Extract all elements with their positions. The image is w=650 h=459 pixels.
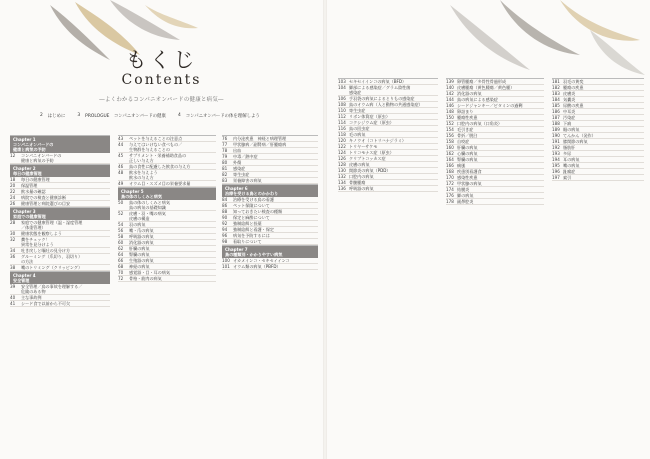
entry-page-number: 192 bbox=[552, 145, 560, 150]
entry-page-number: 152 bbox=[446, 121, 454, 126]
entry-page-number: 160 bbox=[446, 145, 454, 150]
entry-page-number: 110 bbox=[338, 108, 346, 113]
entry-page-number: 39 bbox=[10, 284, 16, 289]
entry-title: 飲水量の確認 bbox=[21, 189, 46, 194]
entry-page-number: 104 bbox=[338, 85, 346, 90]
entry-page-number: 86 bbox=[222, 203, 228, 208]
chapter-label: Chapter 4 bbox=[13, 273, 36, 278]
toc-section bbox=[10, 135, 110, 164]
entry-page-number: 68 bbox=[118, 264, 124, 269]
entry-page-number: 122 bbox=[338, 144, 346, 149]
entry-page-number: 146 bbox=[446, 103, 454, 108]
entry-title: セキセイインコの病気（BFD） bbox=[349, 79, 407, 84]
entry-page-number: 84 bbox=[222, 197, 228, 202]
entry-page-number: 12 bbox=[10, 153, 16, 158]
entry-page-number: 156 bbox=[446, 133, 454, 138]
chapter-title: 安全管理 bbox=[13, 278, 30, 283]
entry-title: 健康状態を観察しよう bbox=[21, 231, 62, 236]
entry-page-number: 58 bbox=[118, 234, 124, 239]
entry-page-number: 197 bbox=[552, 175, 560, 180]
entry-page-number: 62 bbox=[118, 246, 124, 251]
entry-page-number: 100 bbox=[222, 258, 230, 263]
entry-title: 安全管理／鳥の事故を理解する／ 危険のある物 bbox=[21, 284, 83, 294]
entry-title: 肝臓の病気 bbox=[129, 246, 150, 251]
prologue-item-title: はじめに bbox=[47, 114, 66, 119]
toc-entry[interactable] bbox=[118, 276, 216, 282]
prologue-page-number: 4 bbox=[177, 113, 181, 118]
toc-section bbox=[338, 78, 438, 192]
entry-title: 腎臓の病気 bbox=[457, 157, 478, 162]
entry-page-number: 189 bbox=[552, 127, 560, 132]
entry-title: サプリメント・栄養補助食品の 正しい与え方 bbox=[129, 153, 187, 163]
entry-title: トリコモナス症（原虫） bbox=[349, 150, 394, 155]
entry-page-number: 78 bbox=[222, 148, 228, 153]
entry-page-number: 124 bbox=[338, 150, 346, 155]
entry-title: 嘴のトリミング（クリッピング） bbox=[21, 265, 83, 270]
toc-entry[interactable] bbox=[222, 264, 318, 270]
entry-page-number: 162 bbox=[446, 151, 454, 156]
entry-title: 甲状腺の病気 bbox=[457, 181, 482, 186]
entry-title: 感染症 bbox=[233, 166, 246, 171]
entry-page-number: 112 bbox=[338, 114, 346, 119]
toc-entry[interactable] bbox=[118, 211, 216, 222]
entry-page-number: 136 bbox=[338, 186, 346, 191]
prologue-list bbox=[40, 113, 310, 119]
entry-title: 骨折／脱臼 bbox=[457, 133, 478, 138]
chapter-heading bbox=[10, 165, 110, 177]
entry-page-number: 80 bbox=[222, 160, 228, 165]
entry-title: ペット保険について bbox=[233, 203, 270, 208]
entry-page-number: 22 bbox=[10, 189, 16, 194]
entry-page-number: 98 bbox=[222, 239, 228, 244]
entry-title: てんかん（発作） bbox=[563, 133, 596, 138]
entry-title: 卵詰まり bbox=[457, 109, 474, 114]
entry-page-number: 79 bbox=[222, 154, 228, 159]
entry-title: 心臓の病気 bbox=[457, 151, 478, 156]
entry-title: 痛風 bbox=[457, 163, 466, 168]
entry-page-number: 32 bbox=[10, 237, 16, 242]
entry-title: 気嚢炎 bbox=[563, 97, 576, 102]
entry-page-number: 36 bbox=[10, 254, 16, 259]
entry-page-number: 50 bbox=[118, 200, 124, 205]
entry-page-number: 54 bbox=[118, 222, 124, 227]
chapter-heading bbox=[10, 136, 110, 153]
page-title-jp: もくじ bbox=[125, 48, 198, 72]
entry-title: 看取りについて bbox=[233, 239, 262, 244]
entry-title: 中耳炎 bbox=[563, 109, 576, 114]
entry-page-number: 195 bbox=[552, 163, 560, 168]
toc-section bbox=[118, 135, 216, 187]
entry-title: 関節炎の病気（PDD） bbox=[349, 168, 391, 173]
entry-title: 消化器の病気 bbox=[129, 240, 154, 245]
entry-title: 糞をチェック！ 異常を見分けよう bbox=[21, 237, 54, 247]
entry-page-number: 40 bbox=[10, 295, 16, 300]
entry-page-number: 178 bbox=[446, 199, 454, 204]
entry-title: コクシジウム症（原虫） bbox=[349, 120, 394, 125]
entry-title: 下痢 bbox=[563, 121, 572, 126]
entry-title: 知っておきたい検査の種類 bbox=[233, 209, 283, 214]
entry-page-number: 183 bbox=[552, 91, 560, 96]
entry-page-number: 43 bbox=[118, 136, 124, 141]
entry-title: 鳥の病気による感染症 bbox=[457, 97, 498, 102]
entry-title: キノウオ（コトリハナジラミ） bbox=[349, 138, 407, 143]
entry-page-number: 114 bbox=[338, 120, 346, 125]
entry-page-number: 101 bbox=[222, 264, 230, 269]
toc-entry[interactable] bbox=[10, 237, 110, 248]
toc-section bbox=[222, 135, 318, 184]
chapter-title: 家庭での健康管理 bbox=[13, 214, 46, 219]
toc-entry[interactable] bbox=[118, 170, 216, 181]
toc-entry[interactable] bbox=[10, 220, 110, 231]
entry-title: 甲状腺病／副腎病／肝腫瘍病 bbox=[233, 142, 287, 147]
entry-page-number: 20 bbox=[10, 183, 16, 188]
entry-title: 治療を受ける鳥の看護 bbox=[233, 197, 274, 202]
chapter-heading bbox=[222, 246, 318, 258]
entry-title: 出血 bbox=[233, 148, 242, 153]
entry-page-number: 26 bbox=[10, 201, 16, 206]
entry-title: 鳥の体のしくみと病気 鳥の病気の基礎知識 bbox=[129, 200, 170, 210]
chapter-label: Chapter 5 bbox=[121, 189, 144, 194]
entry-page-number: 34 bbox=[10, 248, 16, 253]
toc-entry[interactable] bbox=[10, 254, 110, 265]
toc-section bbox=[10, 164, 110, 207]
entry-title: 眼の病気 bbox=[563, 127, 580, 132]
toc-entry[interactable] bbox=[552, 175, 644, 181]
entry-title: グルーミング（爪切り、羽切り） の方法 bbox=[21, 254, 83, 264]
entry-title: 結膜炎 bbox=[457, 187, 470, 192]
entry-title: 脂肪肝 bbox=[563, 145, 576, 150]
toc-section bbox=[446, 78, 544, 205]
entry-page-number: 82 bbox=[222, 172, 228, 177]
entry-title: 呼吸器の病気 bbox=[129, 234, 154, 239]
entry-page-number: 126 bbox=[338, 156, 346, 161]
entry-title: 主な事故例 bbox=[21, 295, 42, 300]
entry-page-number: 66 bbox=[118, 258, 124, 263]
prologue-page-number: 2 bbox=[40, 113, 43, 118]
toc-column-3 bbox=[222, 135, 318, 270]
entry-title: 脚部による感染症／グラム陰性菌 感染症 bbox=[349, 85, 411, 95]
entry-title: 飲水を与えよう 飲水の与え方 bbox=[129, 170, 158, 180]
chapter-label: Chapter 7 bbox=[225, 247, 248, 252]
entry-page-number: 168 bbox=[446, 169, 454, 174]
entry-page-number: 24 bbox=[10, 195, 16, 200]
entry-title: 呼吸器の病気 bbox=[349, 186, 374, 191]
entry-title: 寄生虫症 bbox=[349, 108, 366, 113]
entry-page-number: 194 bbox=[552, 157, 560, 162]
chapter-heading bbox=[118, 188, 216, 200]
entry-page-number: 187 bbox=[552, 115, 560, 120]
chapter-label: Chapter 1 bbox=[13, 137, 36, 142]
chapter-heading bbox=[222, 185, 318, 197]
toc-section bbox=[552, 78, 644, 181]
entry-page-number: 139 bbox=[446, 79, 454, 84]
entry-title: 副鼻腔炎 bbox=[457, 199, 474, 204]
entry-page-number: 38 bbox=[10, 265, 16, 270]
entry-page-number: 106 bbox=[338, 96, 346, 101]
entry-title: 口腔内の病気（口角炎） bbox=[457, 121, 503, 126]
toc-entry[interactable] bbox=[446, 199, 544, 205]
entry-page-number: 191 bbox=[552, 139, 560, 144]
entry-page-number: 158 bbox=[446, 139, 454, 144]
entry-page-number: 28 bbox=[10, 220, 16, 225]
entry-page-number: 120 bbox=[338, 138, 346, 143]
chapter-title: 鳥の体のしくみと病気 bbox=[121, 194, 162, 199]
entry-page-number: 116 bbox=[338, 126, 346, 131]
entry-title: 膝関節の病気 bbox=[563, 139, 588, 144]
entry-title: シードジャンキー／ビタミンの過剰 bbox=[457, 103, 523, 108]
toc-section bbox=[118, 187, 216, 282]
entry-title: 自咬症 bbox=[457, 139, 470, 144]
entry-page-number: 108 bbox=[338, 102, 346, 107]
entry-title: 羽の病気 bbox=[129, 222, 146, 227]
entry-page-number: 144 bbox=[446, 97, 454, 102]
entry-page-number: 190 bbox=[552, 133, 560, 138]
entry-title: 口腔内の病気 bbox=[349, 174, 374, 179]
toc-entry[interactable] bbox=[338, 85, 438, 96]
entry-page-number: 134 bbox=[338, 180, 346, 185]
entry-page-number: 140 bbox=[446, 85, 454, 90]
entry-title: 趾瘤症 bbox=[563, 169, 576, 174]
entry-title: リボン体質症（原虫） bbox=[349, 114, 390, 119]
entry-title: 多尿 bbox=[563, 151, 572, 156]
entry-title: 毎日の健康管理 bbox=[21, 177, 50, 182]
entry-title: オカメインコ・セキセイインコ bbox=[233, 258, 290, 263]
entry-title: 疾患別看護食 bbox=[457, 169, 482, 174]
entry-page-number: 88 bbox=[222, 209, 228, 214]
entry-page-number: 96 bbox=[222, 233, 228, 238]
entry-page-number: 185 bbox=[552, 103, 560, 108]
entry-page-number: 56 bbox=[118, 228, 124, 233]
toc-entry[interactable] bbox=[10, 301, 110, 307]
chapter-heading bbox=[10, 272, 110, 284]
entry-page-number: 70 bbox=[118, 270, 124, 275]
toc-entry[interactable] bbox=[118, 142, 216, 153]
toc-section bbox=[222, 184, 318, 245]
entry-page-number: 181 bbox=[552, 79, 560, 84]
entry-title: トリヤーサケモ bbox=[349, 144, 378, 149]
toc-entry[interactable] bbox=[118, 200, 216, 211]
entry-page-number: 81 bbox=[222, 166, 228, 171]
entry-page-number: 60 bbox=[118, 240, 124, 245]
toc-column-4 bbox=[338, 78, 438, 192]
entry-title: 消化器の病気 bbox=[457, 91, 482, 96]
entry-page-number: 77 bbox=[222, 142, 228, 147]
entry-title: 卵管腫瘍／多骨性骨過形成 bbox=[457, 79, 507, 84]
entry-title: 外傷 bbox=[233, 160, 242, 165]
entry-page-number: 170 bbox=[446, 175, 454, 180]
toc-column-5 bbox=[446, 78, 544, 205]
entry-page-number: 142 bbox=[446, 91, 454, 96]
toc-entry[interactable] bbox=[10, 153, 110, 164]
entry-page-number: 30 bbox=[10, 231, 16, 236]
page-title-en: Contents bbox=[121, 72, 202, 88]
entry-title: 神経の病気 bbox=[129, 264, 150, 269]
entry-title: 家庭での健康管理（温・湿度管理 ／体重管理） bbox=[21, 220, 83, 230]
entry-title: 保定と麻酔について bbox=[233, 215, 270, 220]
entry-title: 保温管理 bbox=[21, 183, 38, 188]
entry-title: 強制給餌と投薬 bbox=[233, 221, 262, 226]
entry-title: 鳥の回虫症 bbox=[349, 126, 370, 131]
entry-title: 皮膚腫瘍（黄色腫瘍／黄色腫） bbox=[457, 85, 515, 90]
entry-title: 脚の病気 bbox=[457, 193, 474, 198]
entry-page-number: 103 bbox=[338, 79, 346, 84]
entry-title: 吐き戻しと嘔吐の見分け方 bbox=[21, 248, 71, 253]
entry-title: 鳥の食性に配慮した飲食の与え方 bbox=[129, 164, 191, 169]
entry-title: 嘴・爪の病気 bbox=[129, 228, 154, 233]
entry-page-number: 164 bbox=[446, 157, 454, 162]
feather-illustration-right bbox=[440, 0, 650, 80]
entry-title: ペットを与えることの注意点 bbox=[129, 136, 183, 141]
entry-title: 皮膚・羽・嘴の病気 皮膚の構造 bbox=[129, 211, 166, 221]
toc-section bbox=[10, 271, 110, 307]
entry-page-number: 76 bbox=[222, 136, 228, 141]
page-gutter bbox=[323, 0, 327, 459]
entry-page-number: 118 bbox=[338, 132, 346, 137]
entry-title: シード食で以前から不可欠 bbox=[21, 301, 71, 306]
entry-title: 病気を予防するには bbox=[233, 233, 270, 238]
entry-page-number: 128 bbox=[338, 162, 346, 167]
entry-title: コンパニオンバードの 健康と病気の予防 bbox=[21, 153, 62, 163]
entry-title: 与えてはいけない食べもの／ 生物群を与えることの bbox=[129, 142, 183, 152]
entry-page-number: 184 bbox=[552, 97, 560, 102]
entry-title: 尿酸の疾患 bbox=[563, 103, 584, 108]
page-subtitle: ―よくわかるコンパニオンバードの健康と病気― bbox=[99, 97, 224, 103]
entry-page-number: 72 bbox=[118, 276, 124, 281]
chapter-title: コンパニオンバードの 健康と病気の予防 bbox=[13, 142, 54, 152]
entry-page-number: 188 bbox=[552, 121, 560, 126]
toc-column-2 bbox=[118, 135, 216, 282]
entry-page-number: 41 bbox=[10, 301, 16, 306]
entry-page-number: 186 bbox=[552, 109, 560, 114]
toc-column-1 bbox=[10, 135, 110, 307]
entry-title: 腫瘍の疾患 bbox=[563, 85, 584, 90]
entry-page-number: 154 bbox=[446, 127, 454, 132]
entry-title: 腫瘍性疾患 bbox=[457, 115, 478, 120]
chapter-heading bbox=[10, 208, 110, 220]
toc-entry[interactable] bbox=[118, 153, 216, 164]
entry-title: 病院での検査と健康診断 bbox=[21, 195, 67, 200]
entry-page-number: 83 bbox=[222, 178, 228, 183]
entry-page-number: 172 bbox=[446, 181, 454, 186]
entry-title: 健康管理と病院選びの目安 bbox=[21, 201, 71, 206]
chapter-title: 治療を受ける鳥とのかかわり bbox=[225, 191, 279, 196]
entry-title: 感覚器・目・耳の病気 bbox=[129, 270, 170, 275]
toc-section bbox=[222, 245, 318, 270]
entry-page-number: 92 bbox=[222, 221, 228, 226]
chapter-label: Chapter 3 bbox=[13, 209, 36, 214]
entry-title: 生殖器の病気 bbox=[129, 258, 154, 263]
prologue-item-title: コンパニオンバードの体を理解しよう bbox=[185, 114, 260, 119]
entry-page-number: 18 bbox=[10, 177, 16, 182]
entry-title: 汚染症 bbox=[563, 115, 576, 120]
entry-page-number: 44 bbox=[118, 142, 124, 147]
entry-title: 毛引き症 bbox=[457, 127, 474, 132]
entry-page-number: 150 bbox=[446, 115, 454, 120]
entry-title: 鳥のオウム病（人と動物の共通感染症） bbox=[349, 102, 423, 107]
entry-title: 寄生虫症 bbox=[233, 172, 250, 177]
entry-page-number: 132 bbox=[338, 174, 346, 179]
entry-title: 肝臓の病気 bbox=[457, 145, 478, 150]
entry-title: オウム類の病気（PBFD） bbox=[233, 264, 281, 269]
entry-page-number: 45 bbox=[118, 153, 124, 158]
entry-page-number: 148 bbox=[446, 109, 454, 114]
entry-title: 羽毛の黄変 bbox=[563, 79, 584, 84]
entry-page-number: 94 bbox=[222, 227, 228, 232]
entry-title: 内分泌疾患 神経と病理管理 bbox=[233, 136, 287, 141]
toc-column-6 bbox=[552, 78, 644, 181]
entry-title: 腎臓の病気 bbox=[129, 252, 150, 257]
entry-title: 毛の病気 bbox=[349, 132, 366, 137]
entry-title: 手羽袋の病気によるとりもの感染症 bbox=[349, 96, 415, 101]
chapter-title: 毎日の健康管理 bbox=[13, 171, 42, 176]
entry-title: 栄養障害の病気 bbox=[233, 178, 262, 183]
toc-entry[interactable] bbox=[10, 284, 110, 295]
entry-page-number: 182 bbox=[552, 85, 560, 90]
entry-page-number: 174 bbox=[446, 187, 454, 192]
entry-title: 索引 bbox=[563, 175, 572, 180]
entry-title: 皮膚の病気 bbox=[349, 162, 370, 167]
entry-page-number: 130 bbox=[338, 168, 346, 173]
entry-page-number: 48 bbox=[118, 170, 124, 175]
prologue-page-number: 3 bbox=[77, 113, 81, 118]
entry-page-number: 176 bbox=[446, 193, 454, 198]
chapter-label: Chapter 2 bbox=[13, 166, 36, 171]
entry-title: クリプトコッカス症 bbox=[349, 156, 386, 161]
entry-title: オウム目・スズメ目の栄養要求量 bbox=[129, 181, 191, 186]
entry-title: 皮膚炎 bbox=[563, 91, 576, 96]
entry-page-number: 49 bbox=[118, 181, 124, 186]
entry-page-number: 90 bbox=[222, 215, 228, 220]
toc-entry[interactable] bbox=[338, 186, 438, 192]
entry-title: 強制給餌と看護・保定 bbox=[233, 227, 274, 232]
entry-page-number: 52 bbox=[118, 211, 124, 216]
entry-page-number: 166 bbox=[446, 163, 454, 168]
entry-page-number: 196 bbox=[552, 169, 560, 174]
entry-page-number: 64 bbox=[118, 252, 124, 257]
entry-title: 耳の病気 bbox=[563, 157, 580, 162]
chapter-title: 鳥の種類別・かかりやすい病気 bbox=[225, 252, 283, 257]
entry-title: 骨格・筋肉の病気 bbox=[129, 276, 162, 281]
entry-title: 嘴の病気 bbox=[563, 163, 580, 168]
entry-title: 骨髄腫瘍 bbox=[349, 180, 366, 185]
prologue-item-title: PROLOGUE コンパニオンバードの健康 bbox=[85, 114, 166, 119]
entry-page-number: 193 bbox=[552, 151, 560, 156]
entry-title: 中毒／熱中症 bbox=[233, 154, 258, 159]
toc-section bbox=[10, 207, 110, 271]
chapter-label: Chapter 6 bbox=[225, 186, 248, 191]
entry-page-number: 46 bbox=[118, 164, 124, 169]
entry-title: 感染性疾患 bbox=[457, 175, 478, 180]
